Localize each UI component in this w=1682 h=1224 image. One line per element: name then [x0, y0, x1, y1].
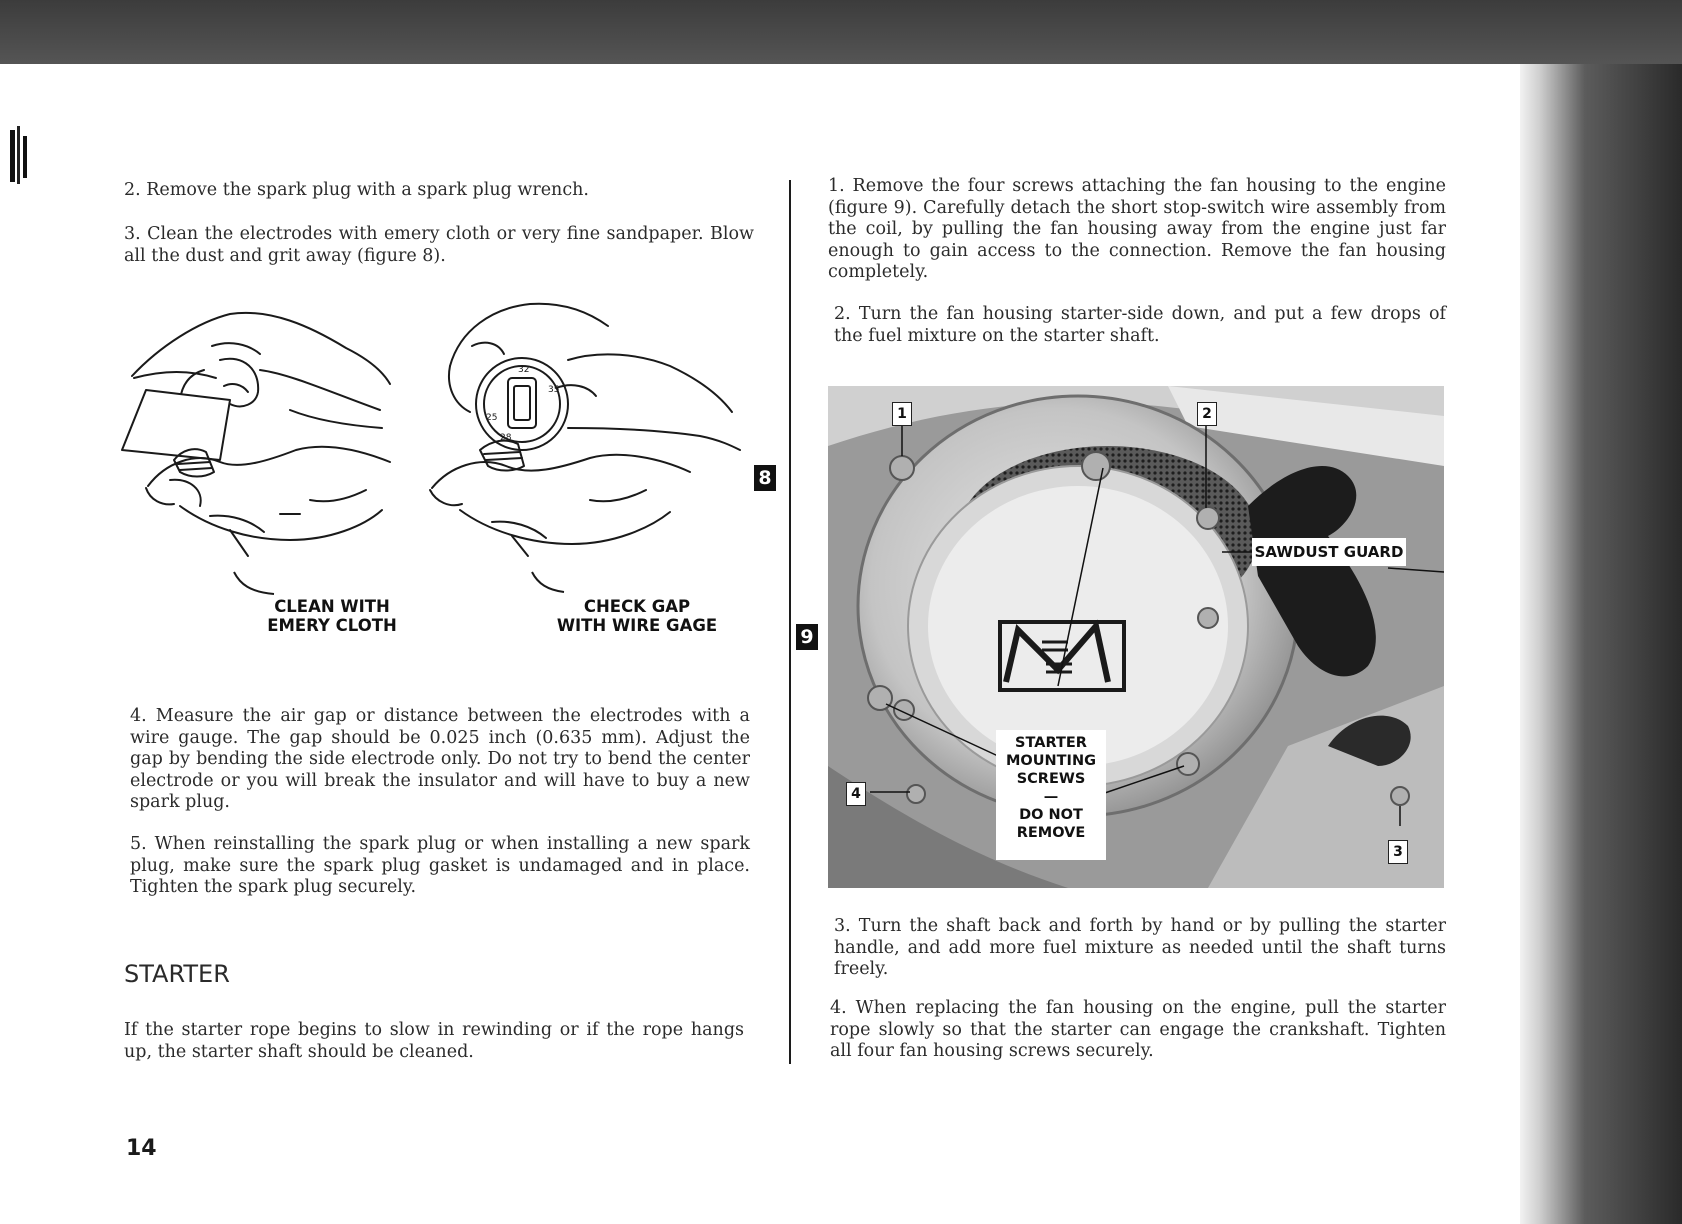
figure-9-photo	[828, 386, 1444, 888]
right-step-3-text: 3. Turn the shaft back and forth by hand or by pulling the starter handle, and add more fuel mixture as needed until the shaft turns freely.	[834, 916, 1446, 979]
page-number: 14	[126, 1136, 157, 1161]
section-heading-starter: STARTER	[124, 960, 230, 988]
binding-marks	[8, 126, 32, 184]
step-3-text: 3. Clean the electrodes with emery cloth or very fine sandpaper. Blow all the dust and grit away (figure 8).	[124, 224, 754, 266]
right-step-1-text: 1. Remove the four screws attaching the fan housing to the engine (figure 9). Carefully detach the short stop-switch wire assembly from the coil, by pulling the fan housing away from the engine just far enough to gain access to the connection. Remove the fan housing completely.	[828, 176, 1446, 282]
gauge-mark-28: 28	[500, 433, 512, 443]
right-step-4-text: 4. When replacing the fan housing on the engine, pull the starter rope slowly so that the starter can engage the crankshaft. Tighten all four fan housing screws securely.	[830, 998, 1446, 1061]
right-step-2-text: 2. Turn the fan housing starter-side down, and put a few drops of the fuel mixture on the starter shaft.	[834, 304, 1446, 346]
gauge-mark-25: 25	[486, 413, 498, 423]
starter-mounting-screws-label: STARTER MOUNTING SCREWS — DO NOT REMOVE	[996, 730, 1106, 860]
starter-intro-text: If the starter rope begins to slow in rewinding or if the rope hangs up, the starter shaft should be cleaned.	[124, 1020, 744, 1062]
step-5-text: 5. When reinstalling the spark plug or when installing a new spark plug, make sure the spark plug gasket is undamaged and in place. Tighten the spark plug securely.	[130, 834, 750, 897]
label-clean-with-emery-cloth: CLEAN WITH EMERY CLOTH	[267, 597, 397, 635]
callout-4: 4	[846, 782, 866, 806]
callout-1: 1	[892, 402, 912, 426]
label-check-gap: CHECK GAP WITH WIRE GAGE	[556, 597, 718, 635]
fan-housing-drawing	[828, 386, 1444, 888]
gauge-mark-35: 35	[548, 385, 560, 395]
scan-background	[0, 0, 1682, 70]
column-divider	[789, 180, 791, 1064]
step-4-text: 4. Measure the air gap or distance between the electrodes with a wire gauge. The gap should be 0.025 inch (0.635 mm). Adjust the gap by bending the side electrode only. Do not try to bend the center electrode or you will break the insulator and will have to buy a new spark plug.	[130, 706, 750, 812]
step-2-text: 2. Remove the spark plug with a spark plug wrench.	[124, 180, 589, 200]
figure-8-number: 8	[754, 465, 776, 491]
page-edge-shadow	[1520, 64, 1682, 1224]
figure-9-number: 9	[796, 624, 818, 650]
callout-2: 2	[1197, 402, 1217, 426]
sawdust-guard-label: SAWDUST GUARD	[1252, 538, 1406, 566]
figure-8-illustration	[120, 300, 760, 560]
gauge-mark-32: 32	[518, 365, 530, 375]
callout-3: 3	[1388, 840, 1408, 864]
